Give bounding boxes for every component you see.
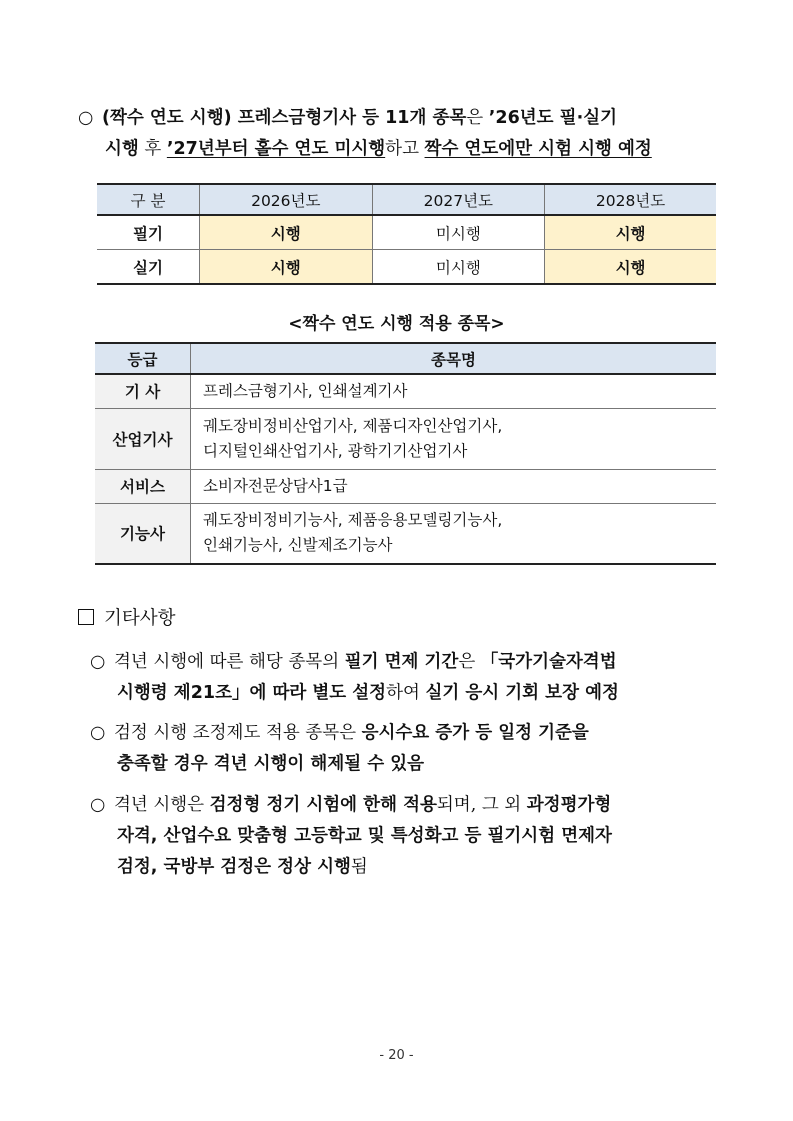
note-line bbox=[90, 821, 720, 852]
items-names-line-1: 궤도장비정비산업기사, 제품디자인산업기사, bbox=[203, 416, 503, 435]
note-line bbox=[90, 647, 720, 678]
schedule-cell-2026: 시행 bbox=[200, 250, 373, 285]
items-names-line-1: 궤도장비정비기능사, 제품응용모델링기능사, bbox=[203, 511, 503, 530]
note-text: 은 bbox=[458, 652, 481, 672]
intro-normal-3: 하고 bbox=[385, 139, 425, 159]
note-text: 격년 시행에 따른 해당 종목의 bbox=[114, 652, 345, 672]
items-header-name: 종목명 bbox=[191, 343, 717, 374]
items-row bbox=[95, 503, 716, 564]
note-line bbox=[90, 790, 720, 821]
page-number: - 20 - bbox=[379, 1048, 414, 1063]
intro-underlined-1: ’27년부터 홀수 연도 미시행 bbox=[166, 139, 386, 159]
note-bullet-2 bbox=[90, 718, 720, 780]
items-names bbox=[191, 469, 717, 503]
note-text: 검정 시행 조정제도 적용 종목은 bbox=[114, 723, 362, 743]
items-grade: 기능사 bbox=[95, 503, 191, 564]
schedule-row-label: 필기 bbox=[97, 215, 200, 250]
items-names-line-1: 소비자전문상담사1급 bbox=[203, 476, 348, 495]
items-header-row bbox=[95, 343, 716, 374]
intro-line-2 bbox=[78, 134, 718, 165]
items-names-line-2: 디지털인쇄산업기사, 광학기기산업기사 bbox=[203, 441, 468, 460]
schedule-cell-2026: 시행 bbox=[200, 215, 373, 250]
schedule-header-2028: 2028년도 bbox=[545, 184, 716, 215]
items-row bbox=[95, 374, 716, 408]
intro-bold-3: 시행 bbox=[105, 139, 139, 159]
note-bold: 충족할 경우 격년 시행이 해제될 수 있음 bbox=[117, 754, 425, 774]
items-names bbox=[191, 408, 717, 469]
items-grade: 서비스 bbox=[95, 469, 191, 503]
intro-bold-2: ’26년도 필·실기 bbox=[488, 108, 618, 128]
schedule-cell-2028: 시행 bbox=[545, 215, 716, 250]
note-bullet-1 bbox=[90, 647, 720, 709]
note-bold: 자격, 산업수요 맞춤형 고등학교 및 특성화고 등 필기시험 면제자 bbox=[117, 826, 612, 846]
note-text: 하여 bbox=[386, 683, 426, 703]
note-bold: 「국가기술자격법 bbox=[480, 652, 617, 672]
items-grade: 기 사 bbox=[95, 374, 191, 408]
note-bold: 필기 면제 기간 bbox=[344, 652, 459, 672]
intro-underlined-2: 짝수 연도에만 시험 시행 예정 bbox=[424, 139, 652, 159]
note-line bbox=[90, 718, 720, 749]
schedule-row-practical bbox=[97, 250, 716, 285]
schedule-header-2027: 2027년도 bbox=[372, 184, 545, 215]
section-heading bbox=[78, 606, 175, 632]
intro-paragraph bbox=[78, 103, 718, 165]
schedule-cell-2027: 미시행 bbox=[372, 215, 545, 250]
bullet-circle: ○ bbox=[90, 795, 106, 815]
schedule-header-2026: 2026년도 bbox=[200, 184, 373, 215]
schedule-cell-2027: 미시행 bbox=[372, 250, 545, 285]
section-title: 기타사항 bbox=[104, 608, 176, 629]
items-names bbox=[191, 374, 717, 408]
note-bold: 검정, 국방부 검정은 정상 시행 bbox=[117, 857, 351, 877]
items-table bbox=[95, 342, 716, 565]
items-row bbox=[95, 408, 716, 469]
intro-bold-1: (짝수 연도 시행) 프레스금형기사 등 11개 종목 bbox=[102, 108, 467, 128]
schedule-table bbox=[97, 183, 716, 285]
schedule-cell-2028: 시행 bbox=[545, 250, 716, 285]
note-text: 됨 bbox=[350, 857, 368, 877]
checkbox-square-icon bbox=[78, 609, 94, 625]
note-line bbox=[90, 749, 720, 780]
items-names-line-2: 인쇄기능사, 신발제조기능사 bbox=[203, 536, 393, 555]
note-line bbox=[90, 678, 720, 709]
bullet-circle: ○ bbox=[78, 108, 94, 128]
schedule-header-category: 구 분 bbox=[97, 184, 200, 215]
note-text: 격년 시행은 bbox=[114, 795, 210, 815]
items-row bbox=[95, 469, 716, 503]
schedule-row-label: 실기 bbox=[97, 250, 200, 285]
note-bold: 검정형 정기 시험에 한해 적용 bbox=[209, 795, 437, 815]
note-bold: 시행령 제21조」에 따라 별도 설정 bbox=[117, 683, 387, 703]
note-text: 되며, 그 외 bbox=[436, 795, 527, 815]
items-names bbox=[191, 503, 717, 564]
note-line bbox=[90, 852, 720, 883]
note-bullet-3 bbox=[90, 790, 720, 883]
bullet-circle: ○ bbox=[90, 652, 106, 672]
schedule-row-written bbox=[97, 215, 716, 250]
bullet-circle: ○ bbox=[90, 723, 106, 743]
intro-normal-2: 후 bbox=[138, 139, 167, 159]
items-names-line-1: 프레스금형기사, 인쇄설계기사 bbox=[203, 381, 408, 400]
items-header-grade: 등급 bbox=[95, 343, 191, 374]
items-table-caption: <짝수 연도 시행 적용 종목> bbox=[288, 314, 505, 334]
note-bold: 실기 응시 기회 보장 예정 bbox=[425, 683, 619, 703]
intro-line-1 bbox=[78, 103, 718, 134]
items-grade: 산업기사 bbox=[95, 408, 191, 469]
schedule-header-row bbox=[97, 184, 716, 215]
note-bold: 응시수요 증가 등 일정 기준을 bbox=[361, 723, 589, 743]
note-bold: 과정평가형 bbox=[526, 795, 612, 815]
intro-normal-1: 은 bbox=[466, 108, 489, 128]
